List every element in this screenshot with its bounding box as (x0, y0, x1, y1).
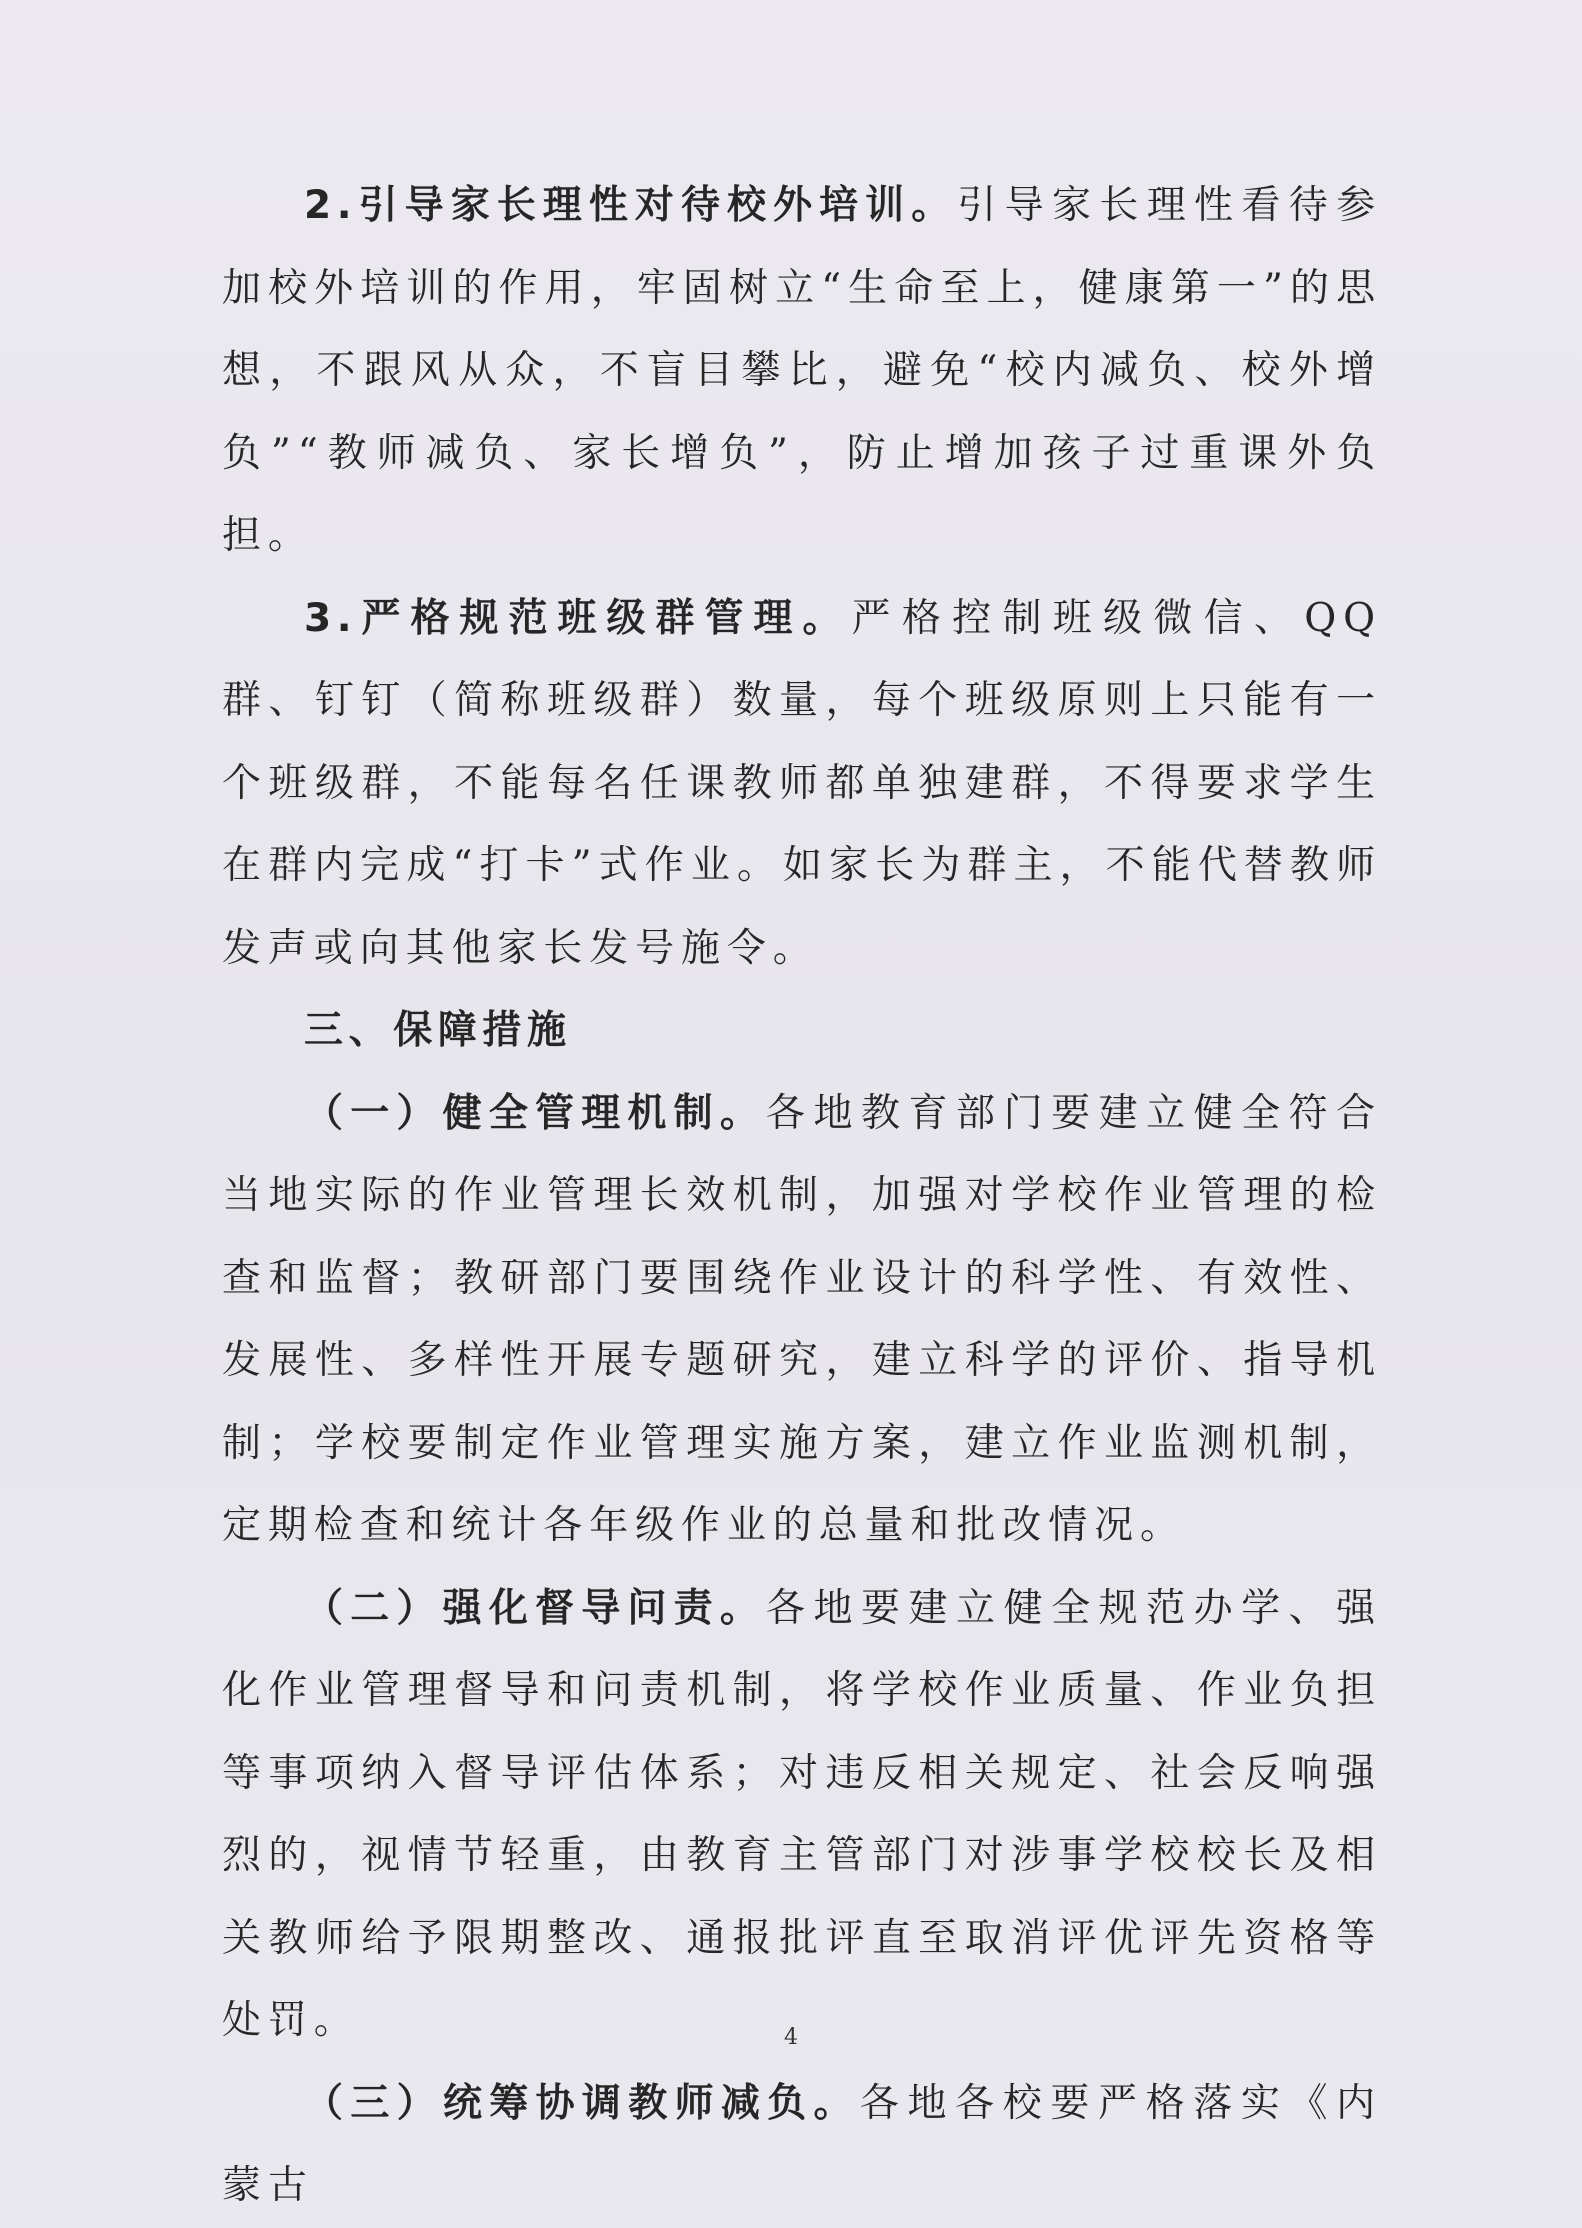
paragraph-teacher-burden (222, 2063, 1382, 2228)
page-number: 4 (784, 2025, 798, 2050)
paragraph-lead: （二）强化督导问责。 (304, 1585, 767, 1631)
paragraph-text: 引导家长理性看待参加校外培训的作用，牢固树立“生命至上，健康第一”的思想，不跟风从众，不盲目攀比，避免“校内减负、校外增负”“教师减负、家长增负”，防止增加孩子过重课外负担。 (222, 183, 1382, 558)
paragraph-lead: 3.严格规范班级群管理。 (304, 595, 852, 641)
section-heading: 三、保障措施 (304, 1008, 572, 1053)
paragraph-text: 严格控制班级微信、QQ群、钉钉（简称班级群）数量，每个班级原则上只能有一个班级群，不能每名任课教师都单独建群，不得要求学生在群内完成“打卡”式作业。如家长为群主，不能代替教师发声或向其他家长发号施令。 (222, 595, 1382, 971)
paragraph-parent-training (222, 165, 1382, 578)
paragraph-class-group (222, 578, 1382, 991)
paragraph-management-mechanism (222, 1073, 1382, 1568)
paragraph-lead: （一）健全管理机制。 (304, 1090, 767, 1136)
paragraph-supervision (222, 1568, 1382, 2063)
paragraph-text: 各地教育部门要建立健全符合当地实际的作业管理长效机制，加强对学校作业管理的检查和监督；教研部门要围绕作业设计的科学性、有效性、发展性、多样性开展专题研究，建立科学的评价、指导机制；学校要制定作业管理实施方案，建立作业监测机制，定期检查和统计各年级作业的总量和批改情况。 (222, 1090, 1382, 1548)
paragraph-lead: 2.引导家长理性对待校外培训。 (304, 183, 958, 228)
paragraph-text: 各地各校要严格落实《内蒙古 (222, 2080, 1382, 2208)
paragraph-text: 各地要建立健全规范办学、强化作业管理督导和问责机制，将学校作业质量、作业负担等事项纳入督导评估体系；对违反相关规定、社会反响强烈的，视情节轻重，由教育主管部门对涉事学校校长及相关教师给予限期整改、通报批评直至取消评优评先资格等处罚。 (222, 1585, 1382, 2043)
paragraph-lead: （三）统筹协调教师减负。 (304, 2080, 860, 2126)
document-body (222, 165, 1382, 2228)
